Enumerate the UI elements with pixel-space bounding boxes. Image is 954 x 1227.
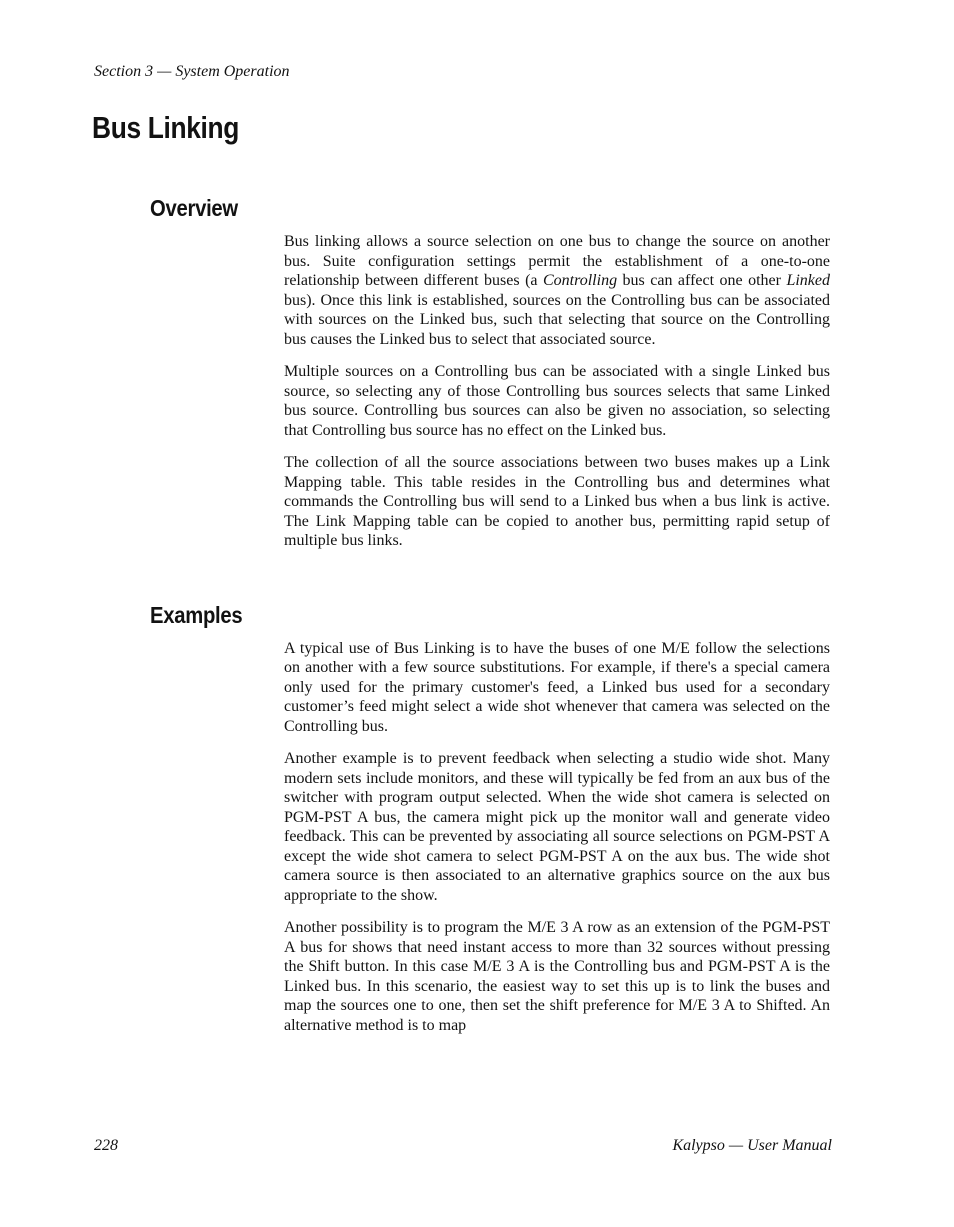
section-body-overview: [284, 232, 830, 551]
page-number: 228: [94, 1137, 118, 1154]
section-overview: [0, 196, 954, 551]
running-header: Section 3 — System Operation: [94, 63, 290, 80]
italic-text-run: Linked: [786, 272, 830, 289]
body-paragraph: [284, 453, 830, 551]
page-content: [0, 196, 954, 1035]
body-paragraph: [284, 362, 830, 440]
page-footer: [94, 1136, 832, 1156]
italic-text-run: Controlling: [542, 272, 618, 289]
section-body-examples: [284, 639, 830, 1036]
text-run: A typical use of Bus Linking is to have the buses of one M/E follow the selections on another with a few source substitutions. For example, if there's a special camera only used for the primary customer's feed, a Linked bus used for a secondary customer’s feed might select a wide shot whenever that camera was selected on the Controlling bus.: [284, 639, 830, 735]
body-paragraph: [284, 749, 830, 905]
text-run: Another example is to prevent feedback when selecting a studio wide shot. Many modern sets include monitors, and these will typically be fed from an aux bus of the switcher with program output selected. When the wide shot camera is selected on PGM-PST A bus, the camera might pick up the monitor wall and generate video feedback. This can be prevented by associating all source selections on PGM-PST A except the wide shot camera to select PGM-PST A on the aux bus. The wide shot camera source is then associated to an alternative graphics source on the aux bus appropriate to the show.: [284, 750, 830, 904]
page-title: Bus Linking: [92, 110, 240, 145]
text-run: Another possibility is to program the M/E 3 A row as an extension of the PGM-PST A bus for shows that need instant access to more than 32 sources without pressing the Shift button. In this case M/E 3 A is the Controlling bus and PGM-PST A is the Linked bus. In this scenario, the easiest way to set this up is to link the buses and map the sources one to one, then set the shift preference for M/E 3 A to Shifted. An alternative method is to map: [284, 919, 830, 1034]
body-paragraph: [284, 918, 830, 1035]
text-run: bus). Once this link is established, sources on the Controlling bus can be associated with sources on the Linked bus, such that selecting that source on the Controlling bus causes the Linked bus to select that associated source.: [284, 291, 830, 348]
text-run: Bus linking allows a source selection on one bus to change the source on another bus. Suite configuration settings permit the establishment of a one-to-one relationship between different buses (a: [284, 233, 830, 289]
text-run: The collection of all the source associations between two buses makes up a Link Mapping table. This table resides in the Controlling bus and determines what commands the Controlling bus will send to a Linked bus when a bus link is active. The Link Mapping table can be copied to another bus, permitting rapid setup of multiple bus links.: [284, 454, 830, 549]
section-heading-examples: Examples: [150, 601, 243, 628]
section-heading-overview: Overview: [150, 195, 238, 221]
text-run: bus can affect one other: [617, 272, 787, 289]
body-paragraph: [284, 232, 830, 349]
text-run: Multiple sources on a Controlling bus can be associated with a single Linked bus source, so selecting any of those Controlling bus sources selects that same Linked bus source. Controlling bus sources can also be given no association, so selecting that Controlling bus source has no effect on the Linked bus.: [284, 363, 830, 439]
body-paragraph: [284, 639, 830, 737]
manual-title: Kalypso — User Manual: [672, 1137, 832, 1154]
section-examples: [0, 603, 954, 1036]
